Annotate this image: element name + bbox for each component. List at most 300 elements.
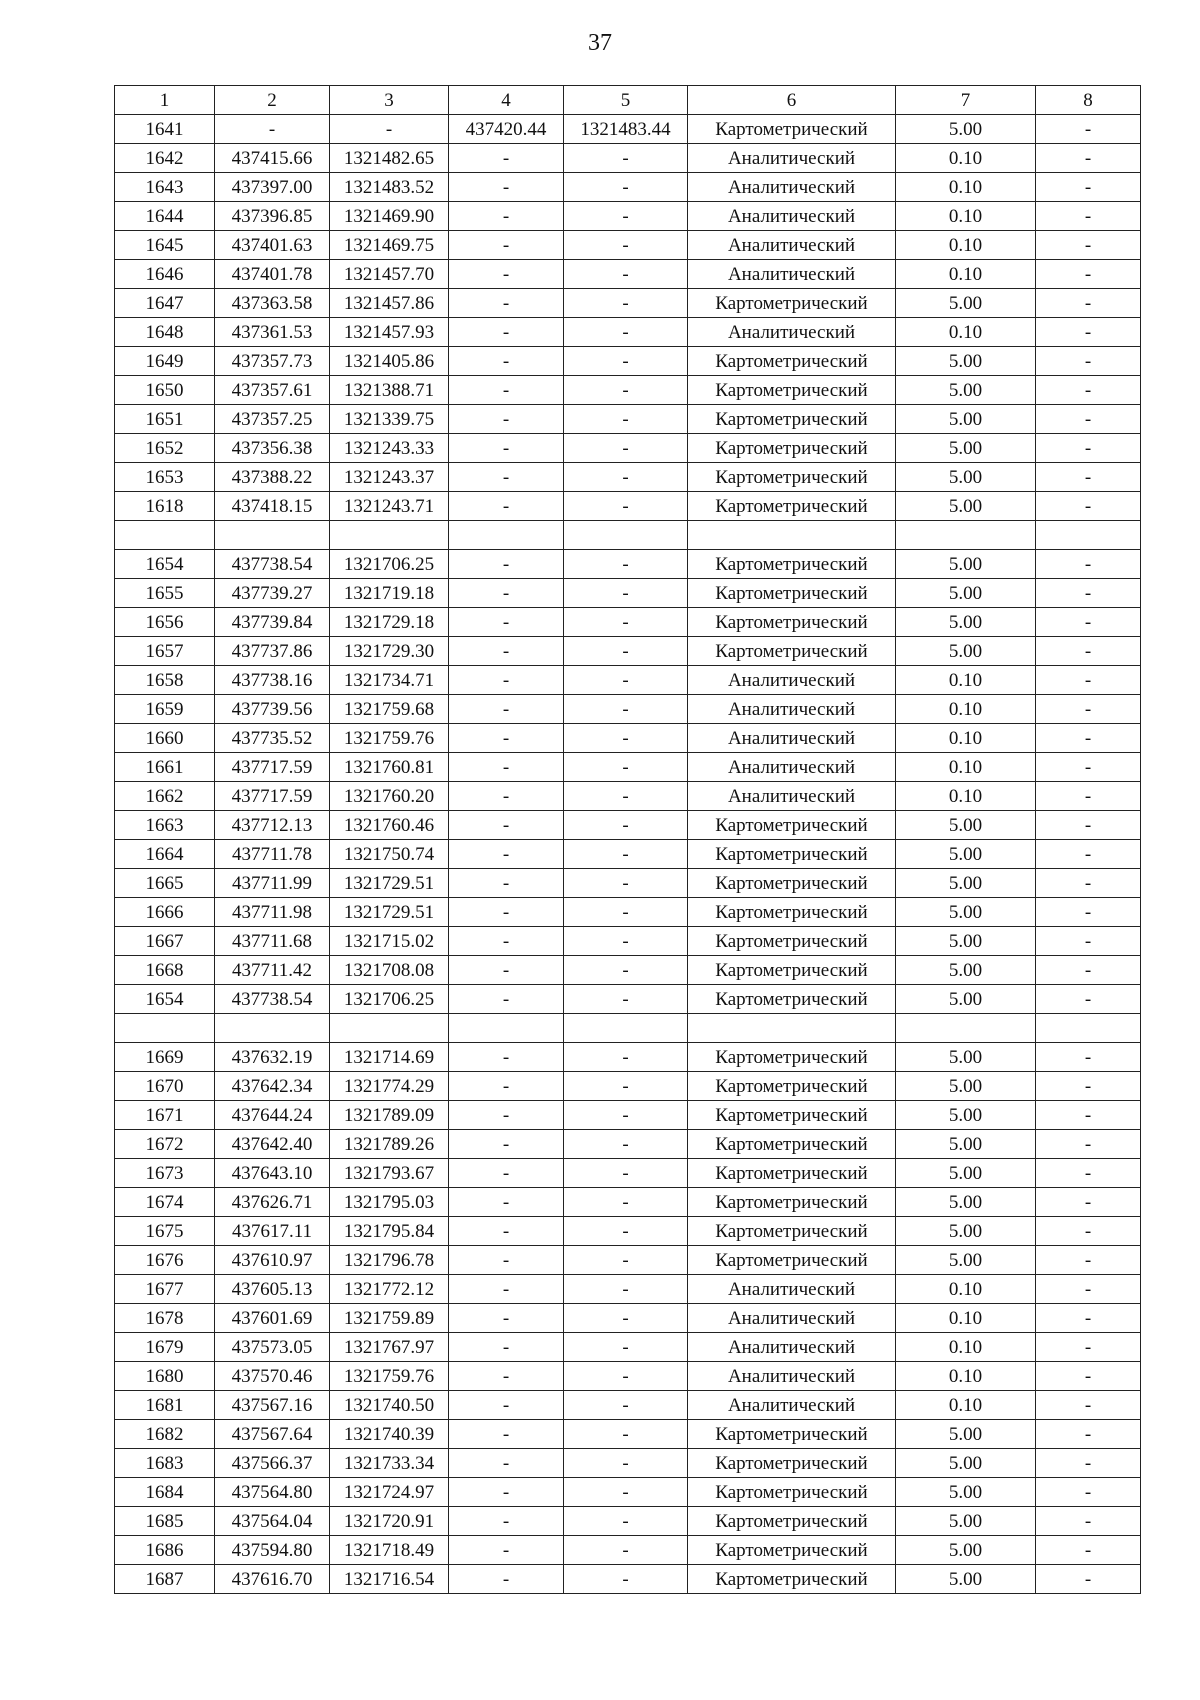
table-cell: 437564.80 bbox=[215, 1478, 330, 1507]
table-cell: 1663 bbox=[115, 811, 215, 840]
table-cell bbox=[330, 521, 449, 550]
table-cell: 1651 bbox=[115, 405, 215, 434]
table-cell: 1659 bbox=[115, 695, 215, 724]
table-cell: 1321719.18 bbox=[330, 579, 449, 608]
table-cell: 1321793.67 bbox=[330, 1159, 449, 1188]
table-cell: - bbox=[1036, 144, 1141, 173]
table-cell bbox=[215, 521, 330, 550]
table-cell: - bbox=[449, 289, 564, 318]
table-cell: Картометрический bbox=[688, 840, 896, 869]
table-cell: 1686 bbox=[115, 1536, 215, 1565]
table-cell: 1321388.71 bbox=[330, 376, 449, 405]
table-cell: - bbox=[564, 840, 688, 869]
table-cell: - bbox=[1036, 1391, 1141, 1420]
coordinates-table bbox=[114, 85, 1141, 1594]
table-cell bbox=[688, 1014, 896, 1043]
table-cell: - bbox=[1036, 1275, 1141, 1304]
table-cell: - bbox=[564, 1275, 688, 1304]
table-cell: Картометрический bbox=[688, 811, 896, 840]
table-cell: - bbox=[564, 782, 688, 811]
table-cell: - bbox=[564, 608, 688, 637]
table-cell: - bbox=[1036, 405, 1141, 434]
table-cell: 5.00 bbox=[896, 1159, 1036, 1188]
table-cell: 1321720.91 bbox=[330, 1507, 449, 1536]
table-cell: 1645 bbox=[115, 231, 215, 260]
table-cell: 5.00 bbox=[896, 376, 1036, 405]
column-header: 2 bbox=[215, 86, 330, 115]
table-cell: 437738.16 bbox=[215, 666, 330, 695]
table-cell: 5.00 bbox=[896, 550, 1036, 579]
table-row bbox=[115, 1507, 1141, 1536]
table-cell: - bbox=[449, 550, 564, 579]
table-cell: 1321405.86 bbox=[330, 347, 449, 376]
table-cell: - bbox=[449, 1246, 564, 1275]
table-cell: - bbox=[449, 985, 564, 1014]
table-cell: 437739.27 bbox=[215, 579, 330, 608]
table-cell: - bbox=[449, 463, 564, 492]
table-cell: - bbox=[564, 1246, 688, 1275]
table-cell: - bbox=[1036, 1159, 1141, 1188]
table-cell: - bbox=[449, 637, 564, 666]
table-cell bbox=[896, 1014, 1036, 1043]
table-cell: Картометрический bbox=[688, 463, 896, 492]
table-cell bbox=[115, 1014, 215, 1043]
table-cell: Аналитический bbox=[688, 666, 896, 695]
table-row bbox=[115, 1188, 1141, 1217]
table-cell bbox=[449, 1014, 564, 1043]
table-cell: 437712.13 bbox=[215, 811, 330, 840]
column-header: 3 bbox=[330, 86, 449, 115]
table-cell: 1321718.49 bbox=[330, 1536, 449, 1565]
column-header: 8 bbox=[1036, 86, 1141, 115]
table-cell: Картометрический bbox=[688, 956, 896, 985]
table-cell: - bbox=[449, 1478, 564, 1507]
table-row bbox=[115, 289, 1141, 318]
table-cell: Картометрический bbox=[688, 1043, 896, 1072]
table-cell: 1666 bbox=[115, 898, 215, 927]
table-cell: - bbox=[564, 318, 688, 347]
table-cell: - bbox=[1036, 1246, 1141, 1275]
table-row bbox=[115, 927, 1141, 956]
table-cell: 1646 bbox=[115, 260, 215, 289]
table-row bbox=[115, 173, 1141, 202]
table-row bbox=[115, 1333, 1141, 1362]
table-row bbox=[115, 811, 1141, 840]
table-row bbox=[115, 956, 1141, 985]
table-cell: - bbox=[449, 1420, 564, 1449]
table-cell: - bbox=[564, 869, 688, 898]
table-cell: - bbox=[564, 1391, 688, 1420]
table-cell: 1682 bbox=[115, 1420, 215, 1449]
table-row bbox=[115, 985, 1141, 1014]
table-cell: - bbox=[564, 1130, 688, 1159]
table-cell: 437643.10 bbox=[215, 1159, 330, 1188]
table-cell: - bbox=[564, 173, 688, 202]
table-cell: 1647 bbox=[115, 289, 215, 318]
table-cell: 1684 bbox=[115, 1478, 215, 1507]
table-cell: 1321706.25 bbox=[330, 550, 449, 579]
table-row bbox=[115, 463, 1141, 492]
table-cell: - bbox=[449, 579, 564, 608]
table-cell: 5.00 bbox=[896, 1043, 1036, 1072]
table-cell: 1321772.12 bbox=[330, 1275, 449, 1304]
table-cell: - bbox=[1036, 231, 1141, 260]
table-cell: 437644.24 bbox=[215, 1101, 330, 1130]
table-cell: - bbox=[564, 898, 688, 927]
table-cell: - bbox=[449, 1072, 564, 1101]
table-cell: 5.00 bbox=[896, 1101, 1036, 1130]
table-cell: 1674 bbox=[115, 1188, 215, 1217]
table-cell bbox=[330, 1014, 449, 1043]
table-cell: - bbox=[1036, 318, 1141, 347]
table-cell: - bbox=[1036, 1565, 1141, 1594]
table-cell: 5.00 bbox=[896, 347, 1036, 376]
table-cell: - bbox=[449, 347, 564, 376]
table-row bbox=[115, 1130, 1141, 1159]
table-cell: 1321760.81 bbox=[330, 753, 449, 782]
table-cell: - bbox=[564, 1217, 688, 1246]
table-cell: 1681 bbox=[115, 1391, 215, 1420]
table-cell: 1321482.65 bbox=[330, 144, 449, 173]
table-cell: 5.00 bbox=[896, 608, 1036, 637]
table-cell: - bbox=[449, 1275, 564, 1304]
table-cell: - bbox=[1036, 579, 1141, 608]
table-cell: 1321243.71 bbox=[330, 492, 449, 521]
table-cell: 5.00 bbox=[896, 1449, 1036, 1478]
table-cell: Картометрический bbox=[688, 1478, 896, 1507]
table-cell: 1321715.02 bbox=[330, 927, 449, 956]
table-cell: 1321759.76 bbox=[330, 724, 449, 753]
table-row bbox=[115, 1159, 1141, 1188]
table-cell: - bbox=[1036, 202, 1141, 231]
table-cell: 1321759.76 bbox=[330, 1362, 449, 1391]
table-cell: Аналитический bbox=[688, 318, 896, 347]
table-cell: 5.00 bbox=[896, 637, 1036, 666]
table-row bbox=[115, 579, 1141, 608]
table-row bbox=[115, 608, 1141, 637]
table-cell: 1321339.75 bbox=[330, 405, 449, 434]
table-cell: 437356.38 bbox=[215, 434, 330, 463]
table-cell: 0.10 bbox=[896, 318, 1036, 347]
table-cell: 437711.78 bbox=[215, 840, 330, 869]
table-cell: 5.00 bbox=[896, 463, 1036, 492]
table-cell: 437357.61 bbox=[215, 376, 330, 405]
table-cell: 5.00 bbox=[896, 1072, 1036, 1101]
table-cell: Картометрический bbox=[688, 405, 896, 434]
table-cell: - bbox=[564, 1449, 688, 1478]
table-cell: - bbox=[449, 1101, 564, 1130]
table-row bbox=[115, 1101, 1141, 1130]
table-cell: 1321457.93 bbox=[330, 318, 449, 347]
table-cell: 0.10 bbox=[896, 1362, 1036, 1391]
table-cell: - bbox=[564, 376, 688, 405]
table-cell: 437573.05 bbox=[215, 1333, 330, 1362]
table-cell bbox=[896, 521, 1036, 550]
table-cell: - bbox=[449, 1333, 564, 1362]
table-cell: - bbox=[1036, 608, 1141, 637]
table-cell: - bbox=[1036, 173, 1141, 202]
table-row bbox=[115, 1217, 1141, 1246]
table-cell: 1685 bbox=[115, 1507, 215, 1536]
table-cell: 1321729.30 bbox=[330, 637, 449, 666]
table-cell: - bbox=[564, 1304, 688, 1333]
table-cell: 1643 bbox=[115, 173, 215, 202]
table-cell: - bbox=[1036, 115, 1141, 144]
table-row bbox=[115, 1391, 1141, 1420]
table-cell: 5.00 bbox=[896, 869, 1036, 898]
table-cell: 1321483.44 bbox=[564, 115, 688, 144]
table-cell: 1321789.09 bbox=[330, 1101, 449, 1130]
table-cell: Картометрический bbox=[688, 347, 896, 376]
table-row bbox=[115, 1072, 1141, 1101]
table-cell: 1648 bbox=[115, 318, 215, 347]
table-cell: Аналитический bbox=[688, 173, 896, 202]
table-row bbox=[115, 1275, 1141, 1304]
table-cell: 437564.04 bbox=[215, 1507, 330, 1536]
table-cell: 1321243.37 bbox=[330, 463, 449, 492]
table-cell: - bbox=[1036, 869, 1141, 898]
table-cell: - bbox=[449, 724, 564, 753]
table-cell: - bbox=[1036, 1304, 1141, 1333]
table-cell: Аналитический bbox=[688, 1362, 896, 1391]
table-cell: 5.00 bbox=[896, 115, 1036, 144]
table-cell: - bbox=[564, 1043, 688, 1072]
table-cell: Картометрический bbox=[688, 1217, 896, 1246]
table-cell: 437363.58 bbox=[215, 289, 330, 318]
table-row bbox=[115, 115, 1141, 144]
table-cell: 437420.44 bbox=[449, 115, 564, 144]
table-cell: 1321759.89 bbox=[330, 1304, 449, 1333]
table-cell: - bbox=[1036, 1101, 1141, 1130]
table-cell: 1321243.33 bbox=[330, 434, 449, 463]
table-cell: - bbox=[1036, 1536, 1141, 1565]
column-header: 4 bbox=[449, 86, 564, 115]
table-cell: 1321469.75 bbox=[330, 231, 449, 260]
table-cell: - bbox=[564, 1101, 688, 1130]
table-cell: - bbox=[1036, 260, 1141, 289]
table-cell: 437567.64 bbox=[215, 1420, 330, 1449]
table-cell: 437397.00 bbox=[215, 173, 330, 202]
table-cell: 1660 bbox=[115, 724, 215, 753]
table-cell: - bbox=[1036, 1478, 1141, 1507]
table-cell: - bbox=[449, 1159, 564, 1188]
table-cell: 0.10 bbox=[896, 173, 1036, 202]
table-cell: 1653 bbox=[115, 463, 215, 492]
table-cell: 5.00 bbox=[896, 1188, 1036, 1217]
table-cell: - bbox=[564, 550, 688, 579]
table-cell: 1321457.70 bbox=[330, 260, 449, 289]
table-cell: - bbox=[449, 695, 564, 724]
table-cell: - bbox=[1036, 550, 1141, 579]
table-cell: - bbox=[564, 434, 688, 463]
table-row bbox=[115, 260, 1141, 289]
table-row bbox=[115, 753, 1141, 782]
table-cell: - bbox=[1036, 347, 1141, 376]
table-cell: 5.00 bbox=[896, 840, 1036, 869]
table-row bbox=[115, 144, 1141, 173]
table-cell: 437739.56 bbox=[215, 695, 330, 724]
table-cell: 1321457.86 bbox=[330, 289, 449, 318]
table-cell: 437632.19 bbox=[215, 1043, 330, 1072]
table-cell: Картометрический bbox=[688, 1159, 896, 1188]
table-cell: 5.00 bbox=[896, 434, 1036, 463]
table-cell: - bbox=[1036, 782, 1141, 811]
table-cell: 1321740.39 bbox=[330, 1420, 449, 1449]
column-header: 5 bbox=[564, 86, 688, 115]
table-cell: 1679 bbox=[115, 1333, 215, 1362]
table-cell: 1321759.68 bbox=[330, 695, 449, 724]
table-cell: Картометрический bbox=[688, 1246, 896, 1275]
table-cell: 437739.84 bbox=[215, 608, 330, 637]
table-cell: 437594.80 bbox=[215, 1536, 330, 1565]
table-cell: 1321714.69 bbox=[330, 1043, 449, 1072]
table-cell: 1650 bbox=[115, 376, 215, 405]
table-cell: Картометрический bbox=[688, 637, 896, 666]
table-cell: - bbox=[449, 405, 564, 434]
table-cell: 437570.46 bbox=[215, 1362, 330, 1391]
table-cell: 1321795.03 bbox=[330, 1188, 449, 1217]
table-cell: 437401.63 bbox=[215, 231, 330, 260]
table-cell: - bbox=[564, 985, 688, 1014]
table-cell: - bbox=[449, 927, 564, 956]
table-cell: - bbox=[449, 1565, 564, 1594]
table-cell: 1644 bbox=[115, 202, 215, 231]
table-cell: - bbox=[1036, 898, 1141, 927]
table-cell: 437605.13 bbox=[215, 1275, 330, 1304]
table-cell: 437357.73 bbox=[215, 347, 330, 376]
table-cell: - bbox=[564, 1507, 688, 1536]
table-cell: 0.10 bbox=[896, 1391, 1036, 1420]
table-row bbox=[115, 1362, 1141, 1391]
table-cell: - bbox=[449, 260, 564, 289]
table-cell: - bbox=[564, 695, 688, 724]
table-cell: - bbox=[564, 260, 688, 289]
column-header: 1 bbox=[115, 86, 215, 115]
table-cell: 1321750.74 bbox=[330, 840, 449, 869]
table-cell: - bbox=[449, 1536, 564, 1565]
table-cell: Картометрический bbox=[688, 1072, 896, 1101]
table-cell: - bbox=[449, 318, 564, 347]
table-cell: Аналитический bbox=[688, 1304, 896, 1333]
table-cell: 5.00 bbox=[896, 1246, 1036, 1275]
table-row bbox=[115, 492, 1141, 521]
table-cell: 437617.11 bbox=[215, 1217, 330, 1246]
table-cell: Аналитический bbox=[688, 1275, 896, 1304]
table-cell: Аналитический bbox=[688, 695, 896, 724]
table-cell: Аналитический bbox=[688, 260, 896, 289]
table-row bbox=[115, 724, 1141, 753]
table-cell: 5.00 bbox=[896, 492, 1036, 521]
table-cell: - bbox=[1036, 1043, 1141, 1072]
table-cell: - bbox=[1036, 1507, 1141, 1536]
table-cell: - bbox=[449, 1507, 564, 1536]
table-cell: - bbox=[1036, 956, 1141, 985]
table-cell bbox=[1036, 521, 1141, 550]
table-cell: 437738.54 bbox=[215, 550, 330, 579]
table-cell: - bbox=[564, 492, 688, 521]
table-cell: 1669 bbox=[115, 1043, 215, 1072]
table-cell: 5.00 bbox=[896, 1507, 1036, 1536]
table-cell: Аналитический bbox=[688, 724, 896, 753]
table-cell: - bbox=[449, 173, 564, 202]
table-cell: - bbox=[1036, 1130, 1141, 1159]
table-header-row bbox=[115, 86, 1141, 115]
table-cell: Картометрический bbox=[688, 579, 896, 608]
table-cell: 5.00 bbox=[896, 956, 1036, 985]
table-cell: 1642 bbox=[115, 144, 215, 173]
table-cell: 0.10 bbox=[896, 1275, 1036, 1304]
table-row bbox=[115, 405, 1141, 434]
table-row bbox=[115, 869, 1141, 898]
table-cell: - bbox=[449, 1130, 564, 1159]
table-cell: 1670 bbox=[115, 1072, 215, 1101]
table-cell: - bbox=[449, 753, 564, 782]
table-cell: - bbox=[449, 1043, 564, 1072]
table-cell: 0.10 bbox=[896, 202, 1036, 231]
table-cell: - bbox=[449, 376, 564, 405]
table-cell: Картометрический bbox=[688, 869, 896, 898]
table-cell: Картометрический bbox=[688, 1188, 896, 1217]
table-cell: - bbox=[564, 1072, 688, 1101]
table-row bbox=[115, 840, 1141, 869]
table-row bbox=[115, 202, 1141, 231]
table-cell: 437601.69 bbox=[215, 1304, 330, 1333]
table-cell bbox=[215, 1014, 330, 1043]
table-cell: Картометрический bbox=[688, 289, 896, 318]
table-cell: 0.10 bbox=[896, 231, 1036, 260]
table-row bbox=[115, 376, 1141, 405]
table-row bbox=[115, 1043, 1141, 1072]
table-cell: 5.00 bbox=[896, 985, 1036, 1014]
table-cell: 437711.42 bbox=[215, 956, 330, 985]
table-cell: - bbox=[564, 579, 688, 608]
table-cell: - bbox=[1036, 1362, 1141, 1391]
table-cell: 1683 bbox=[115, 1449, 215, 1478]
table-cell: 0.10 bbox=[896, 724, 1036, 753]
table-cell: 0.10 bbox=[896, 753, 1036, 782]
table-cell: 1677 bbox=[115, 1275, 215, 1304]
table-cell: 0.10 bbox=[896, 695, 1036, 724]
table-cell: Аналитический bbox=[688, 1391, 896, 1420]
table-cell: - bbox=[564, 289, 688, 318]
table-cell: 1321716.54 bbox=[330, 1565, 449, 1594]
table-cell: Картометрический bbox=[688, 550, 896, 579]
table-cell: Картометрический bbox=[688, 115, 896, 144]
table-cell bbox=[1036, 1014, 1141, 1043]
table-cell bbox=[564, 1014, 688, 1043]
table-row bbox=[115, 637, 1141, 666]
table-cell: Аналитический bbox=[688, 1333, 896, 1362]
table-cell: - bbox=[564, 405, 688, 434]
table-cell: - bbox=[1036, 1217, 1141, 1246]
table-cell: Аналитический bbox=[688, 782, 896, 811]
table-cell: 437711.98 bbox=[215, 898, 330, 927]
table-cell: 1654 bbox=[115, 985, 215, 1014]
table-cell: - bbox=[564, 724, 688, 753]
table-cell: 0.10 bbox=[896, 260, 1036, 289]
table-row bbox=[115, 1478, 1141, 1507]
table-cell: 1662 bbox=[115, 782, 215, 811]
table-row bbox=[115, 1304, 1141, 1333]
table-cell: - bbox=[564, 347, 688, 376]
table-cell: 1652 bbox=[115, 434, 215, 463]
table-cell: - bbox=[564, 956, 688, 985]
table-cell: Аналитический bbox=[688, 144, 896, 173]
table-cell: 1321734.71 bbox=[330, 666, 449, 695]
table-row bbox=[115, 1449, 1141, 1478]
page-number: 37 bbox=[588, 30, 612, 56]
table-cell: - bbox=[449, 202, 564, 231]
